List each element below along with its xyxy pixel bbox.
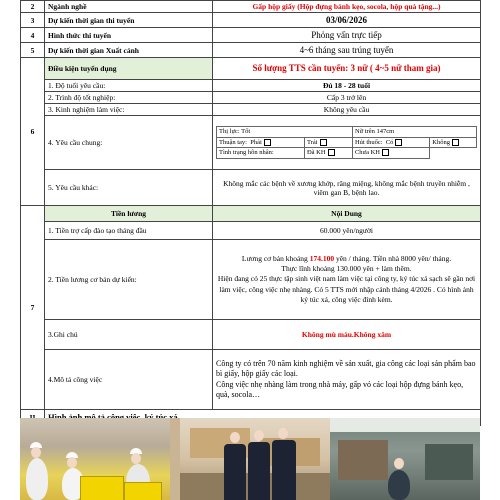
row-job-description: [21, 350, 481, 410]
workplace-photo-boxes: [180, 418, 330, 500]
row-number: 2: [21, 1, 45, 13]
age-label: 1. Độ tuổi yêu cầu:: [45, 80, 213, 92]
row-label: Dự kiến thời gian Xuất cảnh: [45, 43, 213, 58]
hand-label: Thuận tay:: [219, 138, 247, 146]
salary-line-1: Lương cơ bản khoảng 174.100 yên / tháng. Tiền nhà 8000 yên/ tháng.: [241, 254, 452, 264]
education-label: 2. Trình độ tốt nghiệp:: [45, 92, 213, 104]
smoke-no-text: Không: [432, 138, 450, 146]
exam-form-value: Phỏng vấn trực tiếp: [213, 28, 481, 43]
row-industry: [21, 1, 481, 13]
single-text: Chưa KH: [354, 149, 380, 157]
checkbox-icon: [395, 139, 402, 146]
note-value: Không mù màu.Không xăm: [213, 320, 481, 350]
education-value: Cấp 3 trở lên: [213, 92, 481, 104]
smoke-yes-text: Có: [385, 138, 394, 146]
checkbox-icon: [382, 149, 389, 156]
section-header-label: Điều kiện tuyển dụng: [45, 58, 213, 80]
allowance-label: 1. Tiền trợ cấp đào tạo tháng đầu: [45, 222, 213, 240]
description-para-2: Công việc nhẹ nhàng làm trong nhà máy, gấp vỏ các loại hộp đựng bánh kẹo, quà, socola…: [216, 379, 464, 399]
workplace-photo-factory: [330, 418, 480, 500]
row-age: [21, 80, 481, 92]
section6-header: [21, 58, 481, 80]
row-exam-form: [21, 28, 481, 43]
row-number: 4: [21, 28, 45, 43]
description-label: 4.Mô tả công việc: [45, 350, 213, 410]
section-header-label: Tiền lương: [45, 206, 213, 222]
basic-salary-highlight: 174.100: [309, 254, 335, 264]
section-header-value: Nội Dung: [213, 206, 481, 222]
general-label: 4. Yêu cầu chung:: [45, 116, 213, 170]
salary-line-2: Thực lĩnh khoảng 130.000 yên + làm thêm.: [281, 264, 412, 274]
checkbox-icon: [264, 139, 271, 146]
other-label: 5. Yêu cầu khác:: [45, 170, 213, 206]
general-requirements-grid: [216, 126, 477, 159]
row-education: [21, 92, 481, 104]
photo-strip: [20, 418, 480, 500]
row-number: 3: [21, 13, 45, 28]
salary-label: 2. Tiền lương cơ bản dự kiến:: [45, 240, 213, 320]
right-hand-text: Phải: [250, 138, 262, 146]
age-value: Đủ 18 - 28 tuổi: [213, 80, 481, 92]
workplace-photo-packing: [20, 418, 170, 500]
row-salary: [21, 240, 481, 320]
row-label: Dự kiến thời gian thi tuyển: [45, 13, 213, 28]
checkbox-icon: [452, 139, 459, 146]
experience-label: 3. Kinh nghiệm làm việc:: [45, 104, 213, 116]
allowance-value: 60.000 yên/người: [213, 222, 481, 240]
row-number: 5: [21, 43, 45, 58]
note-label: 3.Ghi chú: [45, 320, 213, 350]
industry-value: Gấp hộp giấy (Hộp đựng bánh kẹo, socola, hộp quà tặng...): [213, 1, 481, 13]
other-value: Không mắc các bệnh về xương khớp, răng miệng, không mắc bệnh truyền nhiễm , viêm gan B, bệnh lao.: [213, 170, 481, 206]
section7-header: [21, 206, 481, 222]
row-experience: [21, 104, 481, 116]
row-allowance: [21, 222, 481, 240]
row-note: [21, 320, 481, 350]
row-label: Hình thức thi tuyển: [45, 28, 213, 43]
left-hand-text: Trái: [306, 138, 318, 146]
married-text: Đã KH: [306, 149, 326, 157]
recruit-count: Số lượng TTS cần tuyển: 3 nữ ( 4~5 nữ tham gia): [213, 58, 481, 80]
exam-date-value: 03/06/2026: [213, 13, 481, 28]
height-text: Nữ trên 147cm: [352, 126, 476, 137]
checkbox-icon: [320, 139, 327, 146]
checkbox-icon: [328, 149, 335, 156]
row-label: Ngành nghề: [45, 1, 213, 13]
row-exam-date: [21, 13, 481, 28]
departure-value: 4~6 tháng sau trúng tuyển: [213, 43, 481, 58]
experience-value: Không yêu cầu: [213, 104, 481, 116]
row-other: [21, 170, 481, 206]
description-para-1: Công ty có trên 70 năm kinh nghiệm về sản xuất, gia công các loại sản phẩm bao bì giấy, hộp giấy các loại.: [216, 358, 476, 379]
vision-text: Thị lực: Tốt: [217, 126, 353, 137]
salary-line-3: Hiện đang có 25 thực tập sinh việt nam làm việc tại công ty, ký túc xá sạch sẽ gần nơi làm việc, công việc nhẹ nhàng. Có 5 TTS mới nhập cảnh tháng 4/2026 . Có hình ảnh ký túc xá, công việc đính kèm.: [217, 274, 476, 304]
row-departure: [21, 43, 481, 58]
smoke-label: Hút thuốc:: [354, 138, 383, 146]
section-number: 6: [21, 58, 45, 206]
section-number: 7: [21, 206, 45, 410]
row-general: [21, 116, 481, 170]
job-info-table: [20, 0, 481, 426]
marital-label: Tình trạng hôn nhân:: [217, 148, 305, 159]
